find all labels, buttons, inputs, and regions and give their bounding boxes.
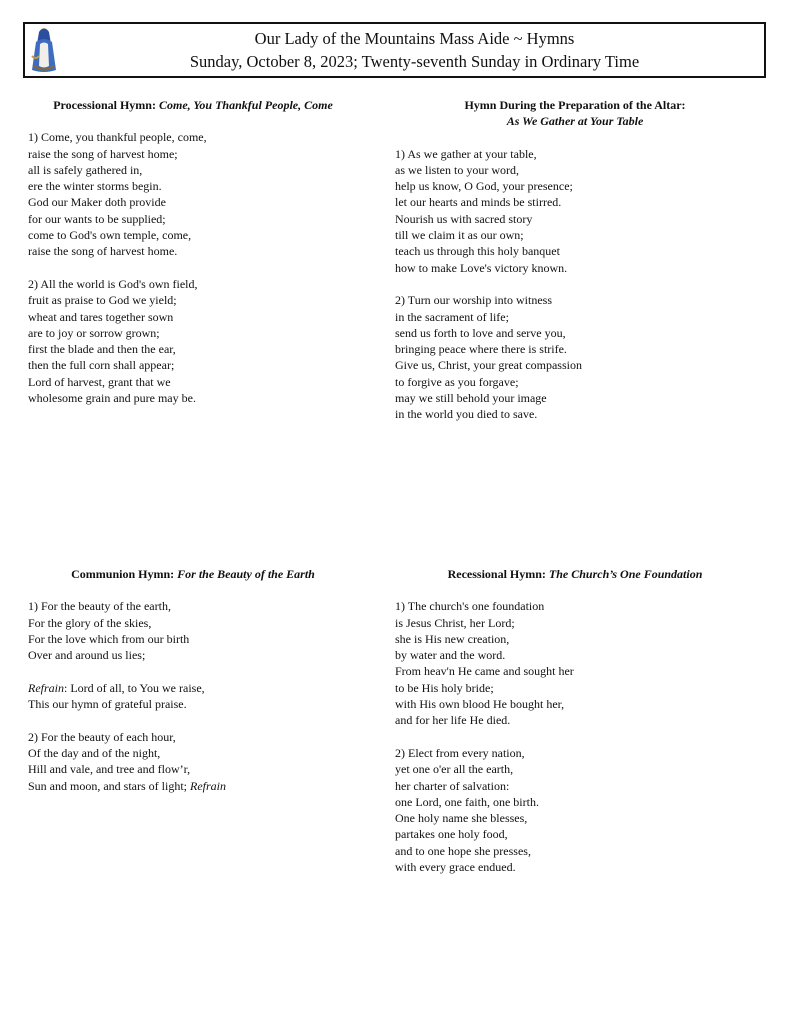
lyric-line: by water and the word. [395, 648, 506, 663]
lyric-line: is Jesus Christ, her Lord; [395, 615, 515, 630]
processional-section [28, 97, 358, 406]
lyric-line: come to God's own temple, come, [28, 228, 192, 243]
recessional-label: Recessional Hymn: [447, 567, 549, 581]
lyric-line: 1) Come, you thankful people, come, [28, 130, 207, 145]
preparation-section [395, 97, 765, 423]
recessional-hymn-name: The Church’s One Foundation [548, 567, 703, 581]
lyric-line: raise the song of harvest home. [28, 244, 178, 259]
preparation-hymn-name: As We Gather at Your Table [506, 114, 644, 129]
lyric-line: with every grace endued. [395, 860, 516, 875]
preparation-title [385, 97, 765, 130]
refrain-line [28, 680, 358, 696]
communion-lyrics [28, 598, 358, 794]
lyric-line: One holy name she blesses, [395, 811, 528, 826]
lyric-line: how to make Love's victory known. [395, 260, 568, 275]
preparation-lyrics [395, 146, 765, 423]
lyric-line: Lord of harvest, grant that we [28, 374, 171, 389]
lyric-line: Of the day and of the night, [28, 745, 161, 760]
lyric-line: God our Maker doth provide [28, 195, 166, 210]
processional-title [28, 97, 358, 113]
lyric-line: 1) As we gather at your table, [395, 146, 537, 161]
lyric-line: as we listen to your word, [395, 162, 519, 177]
lyric-line: 2) Elect from every nation, [395, 745, 525, 760]
lyric-line: Over and around us lies; [28, 648, 146, 663]
lyric-line: and for her life He died. [395, 713, 511, 728]
lyric-line: in the sacrament of life; [395, 309, 509, 324]
lyric-line: For the glory of the skies, [28, 615, 152, 630]
lyric-line: to forgive as you forgave; [395, 374, 519, 389]
refrain-label: Refrain [28, 680, 64, 695]
communion-label: Communion Hymn: [71, 567, 178, 581]
lyric-line: From heav'n He came and sought her [395, 664, 574, 679]
lyric-line: raise the song of harvest home; [28, 146, 178, 161]
lyric-line: to be His holy bride; [395, 680, 494, 695]
lyric-line: may we still behold your image [395, 391, 547, 406]
lyric-line: partakes one holy food, [395, 827, 508, 842]
lyric-line: 2) For the beauty of each hour, [28, 729, 176, 744]
processional-label: Processional Hymn: [53, 98, 159, 112]
communion-section [28, 566, 358, 794]
lyric-line: 2) Turn our worship into witness [395, 293, 553, 308]
recessional-section [395, 566, 765, 875]
lyric-line: till we claim it as our own; [395, 228, 524, 243]
madonna-statue-icon [27, 26, 61, 74]
lyric-line: For the love which from our birth [28, 631, 190, 646]
lyric-line [28, 778, 358, 794]
lyric-line: 2) All the world is God's own field, [28, 276, 198, 291]
lyric-line: 1) The church's one foundation [395, 599, 545, 614]
recessional-lyrics [395, 598, 765, 875]
lyric-line: and to one hope she presses, [395, 843, 531, 858]
lyric-line: she is His new creation, [395, 631, 510, 646]
lyric-line: ere the winter storms begin. [28, 179, 162, 194]
communion-title [28, 566, 358, 582]
lyric-line: are to joy or sorrow grown; [28, 325, 160, 340]
lyric-text: Sun and moon, and stars of light; [28, 778, 190, 793]
processional-hymn-name: Come, You Thankful People, Come [158, 98, 333, 112]
lyric-line: send us forth to love and serve you, [395, 325, 566, 340]
lyric-line: Give us, Christ, your great compassion [395, 358, 582, 373]
refrain-cue: Refrain [190, 778, 226, 793]
lyric-line: teach us through this holy banquet [395, 244, 560, 259]
lyric-line: wheat and tares together sown [28, 309, 174, 324]
lyric-line: one Lord, one faith, one birth. [395, 794, 539, 809]
refrain-text: : Lord of all, to You we raise, [64, 680, 205, 695]
lyric-line: first the blade and then the ear, [28, 342, 176, 357]
refrain-line: This our hymn of grateful praise. [28, 697, 187, 712]
lyric-line: her charter of salvation: [395, 778, 510, 793]
lyric-line: 1) For the beauty of the earth, [28, 599, 171, 614]
lyric-line: fruit as praise to God we yield; [28, 293, 177, 308]
lyric-line: bringing peace where there is strife. [395, 342, 567, 357]
header-box [23, 22, 766, 78]
lyric-line: let our hearts and minds be stirred. [395, 195, 562, 210]
lyric-line: wholesome grain and pure may be. [28, 391, 196, 406]
lyric-line: all is safely gathered in, [28, 162, 143, 177]
lyric-line: Nourish us with sacred story [395, 211, 533, 226]
preparation-label: Hymn During the Preparation of the Altar: [464, 98, 686, 112]
recessional-title [385, 566, 765, 582]
lyric-line: then the full corn shall appear; [28, 358, 175, 373]
header-subtitle: Sunday, October 8, 2023; Twenty-seventh Sunday in Ordinary Time [189, 52, 640, 71]
communion-hymn-name: For the Beauty of the Earth [177, 567, 315, 581]
lyric-line: with His own blood He bought her, [395, 697, 565, 712]
lyric-line: help us know, O God, your presence; [395, 179, 573, 194]
processional-lyrics [28, 129, 358, 406]
lyric-line: in the world you died to save. [395, 407, 538, 422]
header-title: Our Lady of the Mountains Mass Aide ~ Hymns [254, 29, 575, 48]
lyric-line: for our wants to be supplied; [28, 211, 166, 226]
lyric-line: yet one o'er all the earth, [395, 762, 514, 777]
lyric-line: Hill and vale, and tree and flow’r, [28, 762, 191, 777]
